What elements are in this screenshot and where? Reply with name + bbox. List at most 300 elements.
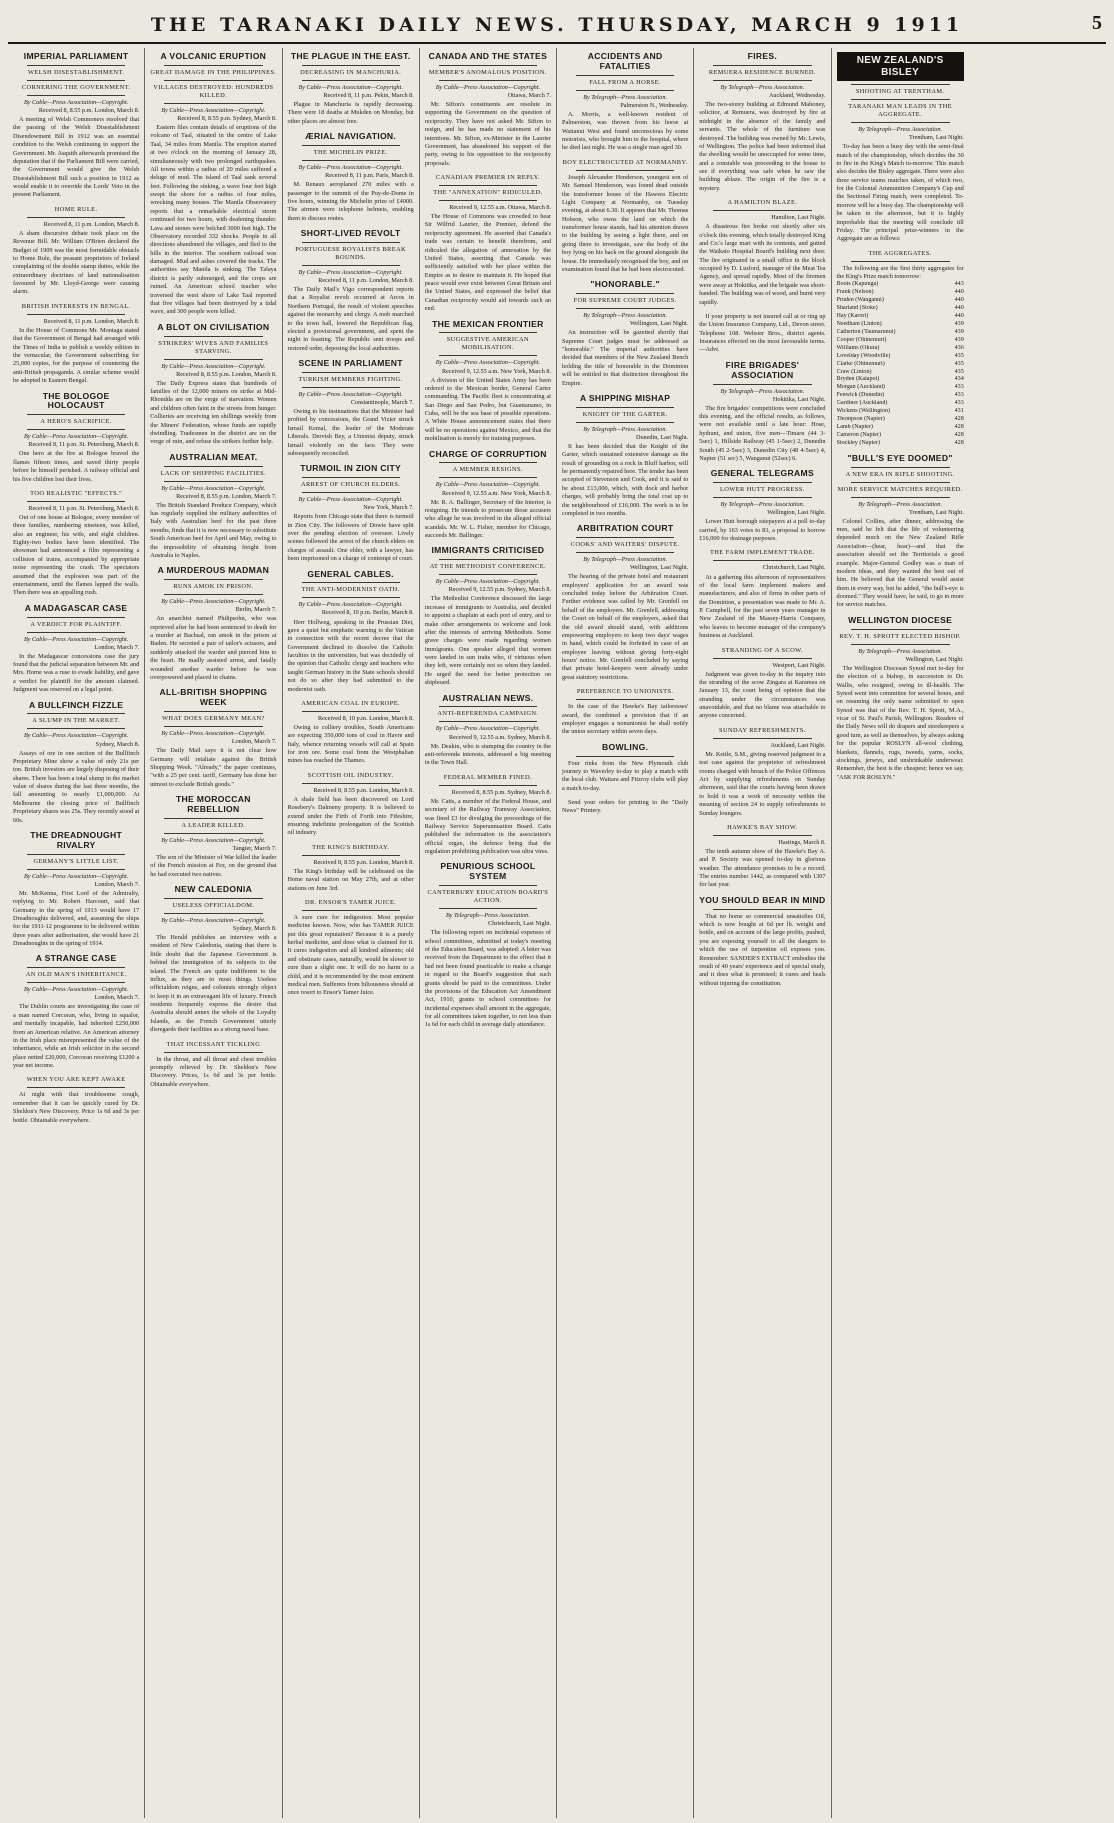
- table-cell-name: Lovelday (Woodville): [836, 352, 891, 359]
- article-dateline: Hokitika, Last Night.: [772, 395, 826, 403]
- headline-rule: [164, 466, 262, 467]
- column-6: [694, 48, 831, 1818]
- article-subheading: ANTI-REFERENDA CAMPAIGN.: [437, 710, 539, 718]
- table-cell-score: 434: [954, 376, 964, 383]
- article-headline: PENURIOUS SCHOOL SYSTEM: [440, 861, 536, 882]
- article: [13, 490, 139, 598]
- article: [288, 359, 414, 458]
- article-credit: By Cable—Press Association—Copyright.: [435, 481, 541, 489]
- article-dateline: London, March 7.: [94, 994, 140, 1002]
- table-cell-score: 428: [954, 431, 964, 438]
- article-body: Reports from Chicago state that there is turmoil in Zion City. The followers of Dowie have split over the pending election of overseer. Lively scenes followed the arrest of the church elders on charges of assault. One elder, with a lawyer, has been imprisoned on a charge of contempt of court.: [287, 513, 414, 563]
- article-headline: ÆRIAL NAVIGATION.: [305, 131, 397, 142]
- article: [837, 616, 964, 782]
- headline-rule: [302, 242, 400, 243]
- table-cell-name: Williams (Okura): [836, 344, 880, 351]
- article-credit: By Telegraph—Press Association.: [583, 556, 668, 564]
- article: [13, 392, 139, 484]
- article-credit: By Cable—Press Association—Copyright.: [435, 83, 541, 91]
- table-row: [837, 313, 964, 321]
- subheading-rule: [302, 80, 400, 81]
- article-body: Colonel Collins, after dinner, addressing the men, said he felt that the life of volunteering depended much on the New Zealand Rifle Association—(hear, hear)—and that the association should set the Territorials a good example. Major-General Godley was a man of modern ideas, and they wanted the best out of him. He believed that the General would assist them in every way, but he added, "the bull's-eye is doomed." They would have, he said, to go in more for service matches.: [836, 517, 964, 609]
- table-row: [837, 424, 964, 432]
- article-subheading: A SLUMP IN THE MARKET.: [32, 717, 120, 725]
- article-body: In the House of Commons Mr. Montagu stated that the Government of Bengal had arranged with the Times of India to publish a weekly edition in the vernacular, the Government subscribing for 25,000 copies, for the purpose of countering the anti-British propaganda. A similar scheme would be adopted in Eastern Bengal.: [13, 326, 140, 385]
- article-body: Judgment was given to-day in the inquiry into the stranding of the scow Zingara at Karamea on January 13, the court being of opinion that the stranding under the circumstances was unavoidable, and that no blame was attachable to anyone concerned.: [699, 670, 826, 720]
- table-cell-score: 440: [954, 297, 964, 304]
- article-body: One hero at the fire at Bologoe braved the flames fifteen times, and saved thirty people before he himself perished. A railway official and his five children lost their lives.: [13, 450, 140, 483]
- article-body: The Herald publishes an interview with a resident of New Caledonia, stating that there is little doubt that the Japanese Government is behind the immigration of its subjects to the island. The French are quite indifferent to the influx, as they are to most things. Useless officialdom reigns, and colonists strongly object to keep it in an extravagant life of luxury. French residents frequently express the desire that Australia should annex the whole of the Loyalty Islands, as the French Government utterly disregards their facilities as a strong naval base.: [150, 934, 277, 1034]
- article-credit: By Cable—Press Association—Copyright.: [161, 598, 266, 606]
- masthead: [8, 6, 1106, 44]
- subheading-rule: [439, 574, 537, 575]
- table-cell-name: Clarke (Ohinemuri): [836, 360, 885, 367]
- article-credit: By Telegraph—Press Association.: [583, 312, 668, 320]
- subheading-rule: [164, 80, 262, 81]
- article-subheading: VILLAGES DESTROYED: HUNDREDS KILLED.: [153, 83, 274, 99]
- article-headline: "BULL'S EYE DOOMED": [847, 452, 953, 463]
- article-credit: By Cable—Press Association—Copyright.: [298, 601, 403, 609]
- table-row: [837, 408, 964, 416]
- article-dateline: Received 9, 12.55 a.m. Ottawa, March 8.: [449, 204, 551, 211]
- article-credit: By Telegraph—Press Association.: [858, 647, 943, 655]
- headline-rule: [851, 84, 950, 85]
- table-cell-name: Hay (Karori): [836, 313, 869, 320]
- article-subheading: RUNS AMOK IN PRISON.: [173, 583, 254, 591]
- article-headline: A MADAGASCAR CASE: [24, 602, 128, 613]
- table-cell-score: 439: [954, 328, 964, 335]
- article-dateline: Westport, Last Night.: [772, 661, 826, 669]
- article-credit: By Telegraph—Press Association.: [445, 912, 530, 920]
- subheading-rule: [851, 497, 950, 498]
- subheading-rule: [27, 217, 125, 218]
- page-number: 5: [1092, 12, 1102, 34]
- table-cell-score: 431: [954, 408, 964, 415]
- table-cell-name: Gardiner (Auckland): [836, 400, 888, 407]
- article-dateline: London, March 7.: [231, 738, 277, 746]
- article-body: Mr. Sifton's constituents are resolute in supporting the Government on the question of reciprocity. They have not asked Mr. Sifton to resign, and he has made no statement of his intentions. Mr. Sifton, ex-Minister in the Laurier Government, has abandoned his support of the party, owing to his opposition to the reciprocity proposals.: [424, 101, 551, 167]
- article-subheading: A NEW ERA IN RIFLE SHOOTING.: [845, 470, 955, 478]
- table-cell-score: 435: [954, 368, 964, 375]
- article-credit: By Cable—Press Association—Copyright.: [298, 268, 403, 276]
- subheading-rule: [439, 200, 537, 201]
- article-dateline: Hastings, March 8.: [778, 838, 826, 846]
- subheading-rule: [164, 833, 262, 834]
- table-cell-score: 443: [954, 281, 964, 288]
- article: [288, 132, 414, 223]
- table-cell-score: 439: [954, 320, 964, 327]
- article-body: Mr. Deakin, who is stumping the country in the anti-referenda interests, addressed a big meeting in the Town Hall.: [424, 742, 551, 767]
- article: [150, 566, 276, 682]
- article-headline: THE MEXICAN FRONTIER: [432, 318, 544, 329]
- article-subheading: DR. ENSOR'S TAMER JUICE.: [304, 898, 397, 906]
- article-headline: FIRE BRIGADES' ASSOCIATION: [725, 359, 800, 380]
- article-subheading: GREAT DAMAGE IN THE PHILIPPINES.: [150, 68, 277, 76]
- headline-rule: [439, 706, 537, 707]
- table-row: [837, 353, 964, 361]
- subheading-rule: [713, 80, 811, 81]
- article: [699, 549, 825, 640]
- headline-rule: [27, 617, 125, 618]
- article-body: A sure cure for indigestion. Most popular medicine known. Now, who has TAMER JUICE put this great reputation? Because it is a purely herbal medicine, and does what is claimed for it. It cures indigestion and all kindred ailments; old and obstinate cases, naturally, would be slower to cure than a slight one. It will do no harm to a child, and it is recommended by the most eminent medical men. Sufferers from biliousness should at once resort to Ensor's Tamer Juice.: [287, 913, 414, 997]
- subheading-rule: [302, 910, 400, 911]
- article-subheading: BRITISH INTERESTS IN BENGAL.: [21, 302, 131, 310]
- article-subheading: FOR SUPREME COURT JUDGES.: [573, 297, 677, 305]
- table-cell-score: 439: [954, 336, 964, 343]
- article-subheading: ARREST OF CHURCH ELDERS.: [300, 481, 401, 489]
- table-cell-name: Stockley (Napier): [836, 439, 880, 446]
- article-body: Mr. R. A. Ballinger, Secretary of the Interior, is resigning. He intends to prosecute those accusers who allege he was involved in the alleged official scandals. Mr. W. L. Fisher, member for Chicago, succeeds Mr. Ballinger.: [424, 498, 551, 540]
- headline-rule: [27, 414, 125, 415]
- article-credit: By Cable—Press Association—Copyright.: [23, 732, 129, 740]
- subheading-rule: [576, 699, 674, 700]
- article: [562, 52, 688, 153]
- headline-rule: [439, 559, 537, 560]
- table-cell-name: Sharland (Stoke): [836, 305, 878, 312]
- article-dateline: Auckland, Last Night.: [770, 741, 826, 749]
- subheading-rule: [439, 355, 537, 356]
- headline-rule: [164, 711, 262, 712]
- article-subheading: FEDERAL MEMBER FINED.: [443, 773, 532, 781]
- article-dateline: Trentham, Last Night.: [908, 134, 964, 142]
- article-dateline: Received 9, 12.55 a.m. New York, March 8.: [442, 489, 551, 497]
- subheading-rule: [713, 210, 811, 211]
- article-subheading: GERMANY'S LITTLE LIST.: [33, 857, 119, 865]
- article: [425, 320, 551, 444]
- article: [288, 229, 414, 353]
- article-dateline: New York, March 7.: [363, 504, 414, 512]
- article-body: Lower Hutt borough ratepayers at a poll to-day carried, by 163 votes to 83, a proposal to borrow £16,000 for drainage purposes.: [699, 518, 826, 543]
- article-dateline: Auckland, Wednesday.: [768, 91, 826, 99]
- article-dateline: Hamilton, Last Night.: [771, 214, 826, 222]
- subheading-rule: [302, 492, 400, 493]
- article-dateline: Trentham, Last Night.: [908, 508, 964, 516]
- headline-rule: [164, 898, 262, 899]
- headline-rule: [302, 372, 400, 373]
- article: [425, 450, 551, 541]
- article-credit: By Cable—Press Association—Copyright.: [435, 359, 541, 367]
- table-cell-score: 440: [954, 313, 964, 320]
- article: [150, 688, 276, 789]
- article-headline: ALL-BRITISH SHOPPING WEEK: [159, 687, 268, 708]
- article-headline: "HONORABLE.": [590, 279, 660, 290]
- article-body: A disastrous fire broke out shortly after six o'clock this evening, which totally destroyed King and Co.'s large mart with its contents, and gutted the Waikato Hospital Board's building next door. The fire originated in a small office in the block occupied by D. Lusford, manager of the Meat Tea Agency, and spread rapidly. Most of the firemen were away at Hokitika, and the brigade was short-handed. The building was of wood, and burnt very rapidly.: [699, 223, 826, 306]
- headline-rule: [713, 65, 811, 66]
- article: [699, 52, 825, 193]
- article-body: In the case of the Hawke's Bay tailoresses' award, the combined a provision that if an employer engages a nonunionist he shall notify the union secretary within seven days.: [562, 703, 689, 736]
- article: [837, 250, 964, 448]
- article-body: The Daily Mail's Vigo correspondent reports that a Royalist revolt occurred at Arcos in Northern Portugal, the result of violent speeches against the monarchy and clergy. A mob marched to the town hall, lowered the Republican flag, elected a provisional government, and spent the night in feasting. The Republic sent troops and restored order, deposing the local authorities.: [287, 286, 414, 352]
- article-body: Joseph Alexander Henderson, youngest son of Mr. Samuel Henderson, was found dead outside the transformer house of the Hawera Electric Light Company at Normanby, on Tuesday evening, at about 6.30. It appears that Mr. Thomas Hobson, who owns the land on which the transformer house stands, had his attention drawn to the building by seeing a light there, and on going there to investigate, saw the body of the boy lying on his back on the ground alongside the house. He immediately recognised the boy, and on examination found that he had been electrocuted.: [562, 173, 689, 273]
- headline-rule: [576, 75, 674, 76]
- article-subheading: KNIGHT OF THE GARTER.: [582, 410, 668, 418]
- article: [150, 1041, 276, 1090]
- subheading-rule: [439, 477, 537, 478]
- article-subheading: REV. T. H. SPROTT ELECTED BISHOP.: [839, 632, 961, 640]
- article-credit: By Cable—Press Association—Copyright.: [161, 362, 266, 370]
- article-dateline: Christchurch, Last Night.: [488, 920, 551, 928]
- headline-rule: [439, 462, 537, 463]
- table-cell-score: 440: [954, 305, 964, 312]
- table-cell-name: Thompson (Napier): [836, 416, 885, 423]
- article-subheading: HAWKE'S BAY SHOW.: [727, 823, 798, 831]
- table-cell-name: Bryden (Kaiapoi): [836, 376, 880, 383]
- article-headline: THE MOROCCAN REBELLION: [176, 794, 251, 814]
- article-dateline: Received 8, 11 p.m. London, March 8.: [318, 276, 414, 284]
- table-cell-name: Cooper (Ohinemuri): [836, 336, 887, 343]
- subheading-rule: [27, 982, 125, 983]
- headline-rule: [27, 65, 125, 66]
- article-subheading: THE "ANNEXATION" RIDICULED.: [433, 189, 543, 196]
- subheading-rule: [576, 90, 674, 91]
- article-subheading: SHOOTING AT TRENTHAM.: [855, 88, 945, 95]
- subheading-rule: [851, 482, 950, 483]
- article: [288, 844, 414, 893]
- table-cell-name: Needham (Linton): [836, 320, 882, 327]
- article-subheading: DECREASING IN MANCHURIA.: [300, 68, 402, 76]
- article-body: A. Morris, a well-known resident of Palmerston, was thrown from his horse at Waitanui West and found unconscious by some motorists, who brought him to the hospital, where he died last night. He was a single man aged 30.: [562, 110, 689, 152]
- subheading-rule: [576, 552, 674, 553]
- article-body: An instruction will be gazetted shortly that Supreme Court judges must be addressed as "honorable." The imperial authorities have decided that members of the New Zealand Bench holding the title of honorable in the Dominion will be entitled to that distinction throughout the Empire.: [562, 329, 689, 387]
- headline-rule: [713, 384, 811, 385]
- article-body: Mr. Catts, a member of the Federal House, and secretary of the Railway Tramway Association, was fined £3 for divulging the proceedings of the Railway Service Superannuation Board. Catts published the information in the association's official organ, the defence being that the regulation prohibiting publication was ultra vires.: [424, 797, 551, 855]
- article-dateline: Received 8, 11 p.m. St. Petersburg, March 8.: [28, 504, 140, 512]
- article-headline: YOU SHOULD BEAR IN MIND: [699, 894, 826, 905]
- article-subheading: TURKISH MEMBERS FIGHTING.: [298, 375, 403, 383]
- article-dateline: Received 9, 12.55 a.m. Sydney, March 8.: [448, 733, 551, 741]
- article-dateline: Received 9, 12.55 p.m. Sydney, March 8.: [448, 586, 551, 594]
- article-subheading: A VERDICT FOR PLAINTIFF.: [30, 620, 122, 628]
- headline-rule: [439, 65, 537, 66]
- article-subheading: TARANAKI MAN LEADS IN THE AGGREGATE.: [848, 103, 953, 118]
- article-body: Mr. McKenna, First Lord of the Admiralty, replying to Mr. Robert Harcourt, said that Germany in the spring of 1913 would have 17 Dreadnoughts delivered, and, assuming the ships for the 1911-12 programme to be delivered within three years after authorisation, she would have 21 Dreadnoughts in the spring of 1914.: [13, 889, 140, 948]
- article-dateline: Wellington, Last Night.: [905, 655, 964, 663]
- table-row: [837, 321, 964, 329]
- article-dateline: London, March 7.: [94, 643, 140, 651]
- table-cell-score: 435: [954, 360, 964, 367]
- article-subheading: WELSH DISESTABLISHMENT.: [27, 68, 125, 76]
- article-dateline: Christchurch, Last Night.: [762, 564, 826, 572]
- subheading-rule: [27, 429, 125, 430]
- article-headline: THE DREADNOUGHT RIVALRY: [30, 829, 123, 850]
- article-headline: BOWLING.: [601, 741, 649, 752]
- article: [425, 174, 551, 314]
- article-subheading: THE MICHELIN PRIZE.: [313, 149, 388, 156]
- article-subheading: BOY ELECTROCUTED AT NORMANBY.: [562, 158, 688, 166]
- table-cell-score: 428: [954, 439, 964, 446]
- article-headline: AUSTRALIAN NEWS.: [442, 692, 534, 703]
- subheading-rule: [439, 185, 537, 186]
- article: [425, 774, 551, 857]
- table-row: [837, 440, 964, 448]
- subheading-rule: [164, 481, 262, 482]
- article: [13, 831, 139, 949]
- article-credit: By Cable—Press Association—Copyright.: [298, 496, 403, 504]
- subheading-rule: [164, 726, 262, 727]
- article: [150, 323, 276, 447]
- article: [699, 824, 825, 890]
- headline-rule: [439, 885, 537, 886]
- article: [13, 954, 139, 1070]
- subheading-rule: [302, 783, 400, 784]
- article-body: The son of the Minister of War killed the leader of the French mission at Fez, on the ground that he had executed two natives.: [150, 853, 277, 878]
- article: [562, 799, 688, 816]
- article-dateline: Received 8, 8.55 p.m. London, March 8.: [313, 858, 414, 866]
- article-subheading: AN OLD MAN'S INHERITANCE.: [25, 971, 127, 979]
- table-row: [837, 361, 964, 369]
- subheading-rule: [851, 122, 950, 123]
- column-5: [557, 48, 694, 1818]
- table-row: [837, 384, 964, 392]
- article-headline: WELLINGTON DIOCESE: [848, 614, 953, 625]
- subheading-rule: [302, 160, 400, 161]
- subheading-rule: [576, 308, 674, 309]
- article-credit: By Cable—Press Association—Copyright.: [23, 986, 129, 994]
- subheading-rule: [27, 632, 125, 633]
- article: [562, 394, 688, 518]
- article-headline: FIRES.: [747, 51, 778, 61]
- article-subheading: CORNERING THE GOVERNMENT.: [21, 83, 131, 91]
- article-subheading: MEMBER'S ANOMALOUS POSITION.: [428, 68, 547, 76]
- subheading-rule: [302, 597, 400, 598]
- table-cell-score: 433: [954, 400, 964, 407]
- article-credit: By Cable—Press Association—Copyright.: [298, 390, 403, 398]
- article-dateline: Wellington, Last Night.: [629, 320, 689, 328]
- article-subheading: TOO REALISTIC "EFFECTS.": [30, 489, 123, 497]
- article-dateline: Sydney, March 8.: [95, 740, 140, 748]
- subheading-rule: [27, 728, 125, 729]
- article-headline: IMMIGRANTS CRITICISED: [431, 545, 545, 556]
- table-row: [837, 297, 964, 305]
- table-cell-name: Boots (Kapunga): [836, 281, 879, 288]
- table-row: [837, 289, 964, 297]
- article-subheading: A LEADER KILLED.: [181, 821, 246, 829]
- article-headline: GENERAL CABLES.: [307, 568, 394, 579]
- article-dateline: Received 8, 11 p.m. London, March 8.: [43, 220, 140, 228]
- headline-rule: [164, 818, 262, 819]
- article-dateline: Tangier, March 7.: [232, 844, 277, 852]
- article-subheading: SUNDAY REFRESHMENTS.: [719, 726, 806, 734]
- article: [13, 604, 139, 695]
- article-body: At a gathering this afternoon of representatives of the local farm implement makers and manufacturers, and also of firms in other parts of the Dominion, a presentation was made to Mr. A. P. Campbell, for the past seven years manager in New Zealand of the Massey-Harris Company, who leaves to become manager of the company's business at Auckland.: [699, 573, 826, 640]
- article: [699, 896, 825, 988]
- article: [699, 469, 825, 543]
- subheading-rule: [713, 497, 811, 498]
- article-body: The tenth autumn show of the Hawke's Bay A. and P. Society was opened to-day in glorious weather. The attendance promises to be a record. The entries number 1442, as compared with 1307 for last year.: [699, 847, 826, 889]
- article: [13, 701, 139, 825]
- column-4: [420, 48, 557, 1818]
- article-subheading: CANADIAN PREMIER IN REPLY.: [435, 174, 540, 181]
- article-subheading: THE FARM IMPLEMENT TRADE.: [709, 549, 815, 557]
- column-3: [283, 48, 420, 1818]
- article: [150, 885, 276, 1035]
- article-body: Mr. Kettle, S.M., giving reserved judgment in a test case against the proprietor of refreshment rooms charged with breach of the Police Offences Act by supplying refreshments on Sunday afternoon, said that the courts having been drawn to hold it was a work of necessity within the meaning of section 24 to supply refreshments to Sunday loungers.: [699, 750, 826, 817]
- article: [562, 688, 688, 737]
- article-dateline: Received 8, 8.55 p.m. London, March 8.: [38, 106, 140, 114]
- article-dateline: Received 8, 10 p.m. Berlin, March 8.: [321, 609, 414, 617]
- table-cell-score: 436: [954, 344, 964, 351]
- article: [837, 52, 964, 244]
- aggregate-table: [837, 281, 964, 447]
- table-cell-score: 433: [954, 392, 964, 399]
- article-dateline: Received 8, 8.55 p.m. Sydney, March 8.: [451, 788, 551, 796]
- headline-rule: [27, 967, 125, 968]
- article-body: The hearing of the private hotel and restaurant employers' application for an award was concluded today before the Arbitration Court. Further evidence was called by Mr. Grenfell on behalf of the employers. Mr. Grenfell, addressing the Court on behalf of the employers, asked that the old award should stand, with additions empowering employers to keep two days' wages in hand, which could be forfeited in case of an employee leaving without giving forty-eight hours' notice. Mr. Grenfell concluded by saying that private hotel-keepers were already under great statutory restrictions.: [562, 573, 689, 681]
- headline-rule: [851, 629, 950, 630]
- headline-rule: [302, 145, 400, 146]
- article-body: That no home so commercial unsatisfies Oil, which is now bought at 6d per lb. weight and bottle, and on account of the large profits, pushed, you are exposing yourself to all the dangers to which the use of turpentine oil exposes you. Remember: SANDER'S EXTRACT embodies the result of 40 years' experience and of special study, and it does what is promised; it cures and heals without injuring the constitution.: [699, 912, 826, 987]
- headline-rule: [302, 477, 400, 478]
- article-headline: THE BOLOGOE HOLOCAUST: [42, 390, 110, 411]
- article-subheading: AT THE METHODIST CONFERENCE.: [429, 563, 547, 571]
- article-subheading: THE AGGREGATES.: [868, 249, 932, 257]
- article-subheading: SUGGESTIVE AMERICAN MOBILISATION.: [446, 336, 530, 352]
- column-7: [832, 48, 969, 1818]
- article-subheading: COOKS' AND WAITERS' DISPUTE.: [570, 541, 680, 549]
- subheading-rule: [164, 594, 262, 595]
- article-body: Assays of ore in one section of the Bullfinch Proprietary Mine show a value of only 21s per ton. British investors are largely disposing of their shares. There has been a total slump in the market value of shares during the last three months, the fall amounting to nearly £1,000,000. At Melbourne the closing price of Bullfinch Proprietary shares was 25s. They recently stood at 60s.: [13, 749, 140, 824]
- subheading-rule: [851, 99, 950, 100]
- article-subheading: USELESS OFFICIALDOM.: [172, 901, 255, 909]
- article-body: The British Standard Produce Company, which has regularly supplied the military authorities of Italy with Australian beef for the past three months, finds that it is now necessary to substitute South American beef for April and May, owing to the impossibility of obtaining freight from Australia to Naples.: [150, 501, 277, 559]
- subheading-rule: [27, 1087, 125, 1088]
- article-dateline: Received 8, 11 p.m. Pekin, March 8.: [323, 91, 414, 99]
- headline-rule: [164, 65, 262, 66]
- article: [699, 361, 825, 464]
- headline-rule: [27, 854, 125, 855]
- article-body: Plague in Manchuria is rapidly decreasing. There were 18 deaths at Mukden on Monday, but other places are almost free.: [287, 101, 414, 125]
- article: [288, 570, 414, 694]
- article-credit: By Telegraph—Press Association.: [858, 126, 943, 133]
- article-subheading: MORE SERVICE MATCHES REQUIRED.: [837, 485, 963, 493]
- article: [150, 52, 276, 317]
- article-body: In the Madagascar concessions case the jury found that the judicial separation between Mr. and Mrs. Horne was a ruse to evade liability, and gave a verdict for plaintiff for the amount claimed. Judgment was reserved on a legal point.: [13, 652, 140, 694]
- headline-rule: [576, 407, 674, 408]
- article: [150, 453, 276, 561]
- article-headline: GENERAL TELEGRAMS: [710, 468, 815, 479]
- article-dateline: Palmerston N., Wednesday.: [620, 101, 689, 109]
- subheading-rule: [27, 869, 125, 870]
- headline-rule: [576, 756, 674, 757]
- article-credit: By Cable—Press Association—Copyright.: [161, 484, 266, 492]
- article-body: Send your orders for printing to the "Daily News" Printery.: [562, 799, 689, 815]
- article-subheading: REMUERA RESIDENCE BURNED.: [708, 68, 816, 76]
- table-row: [837, 392, 964, 400]
- article-body: If your property is not insured call at or ring up the Union Insurance Company, Ltd., Devon street. Telephone 108. Webster Bros., district agents. Insurances effected on the most favourable terms.—Advt.: [699, 312, 826, 354]
- article-headline: AUSTRALIAN MEAT.: [169, 451, 258, 462]
- article-body: The following are the first thirty aggregates for the King's Prize match tomorrow:: [836, 264, 964, 280]
- article-body: A shale field has been discovered on Lord Rosebery's Dalmeny property. It is believed to extend under the Firth of Forth into Fifeshire, ensuring indefinite prolongation of the Scottish oil industry.: [287, 795, 414, 837]
- table-row: [837, 305, 964, 313]
- table-cell-name: Cameron (Napier): [836, 431, 881, 438]
- article-headline: SHORT-LIVED REVOLT: [300, 228, 401, 238]
- headline-rule: [576, 293, 674, 294]
- subheading-rule: [439, 80, 537, 81]
- article-subheading: THE ANTI-MODERNIST OATH.: [301, 586, 400, 594]
- article-subheading: THE KING'S BIRTHDAY.: [312, 843, 390, 851]
- article: [13, 1076, 139, 1125]
- article-body: In the throat, and all throat and chest troubles promptly relieved by Dr. Sheldon's New Discovery. Prices, 1s 6d and 3s per bottle. Obtainable everywhere.: [150, 1055, 277, 1088]
- article: [562, 743, 688, 793]
- article: [699, 727, 825, 818]
- subheading-rule: [27, 501, 125, 502]
- table-cell-name: Craw (Linton): [836, 368, 872, 375]
- table-cell-name: Lamb (Napier): [836, 423, 873, 430]
- table-cell-name: Pruden (Wanganui): [836, 297, 884, 304]
- article-headline: A VOLCANIC ERUPTION: [160, 51, 267, 61]
- article-subheading: A MEMBER RESIGNS.: [452, 466, 523, 474]
- article-body: A sham discursive debate took place on the Revenue Bill. Mr. William O'Brien declared the Budget of 1909 was the most formidable obstacle to Home Rule, the peasant proprietors of Ireland complaining of the double stamp duties, while the extraordinary doctrines of land nationalisation favoured by Mr. Lloyd-George were causing alarm.: [13, 229, 140, 296]
